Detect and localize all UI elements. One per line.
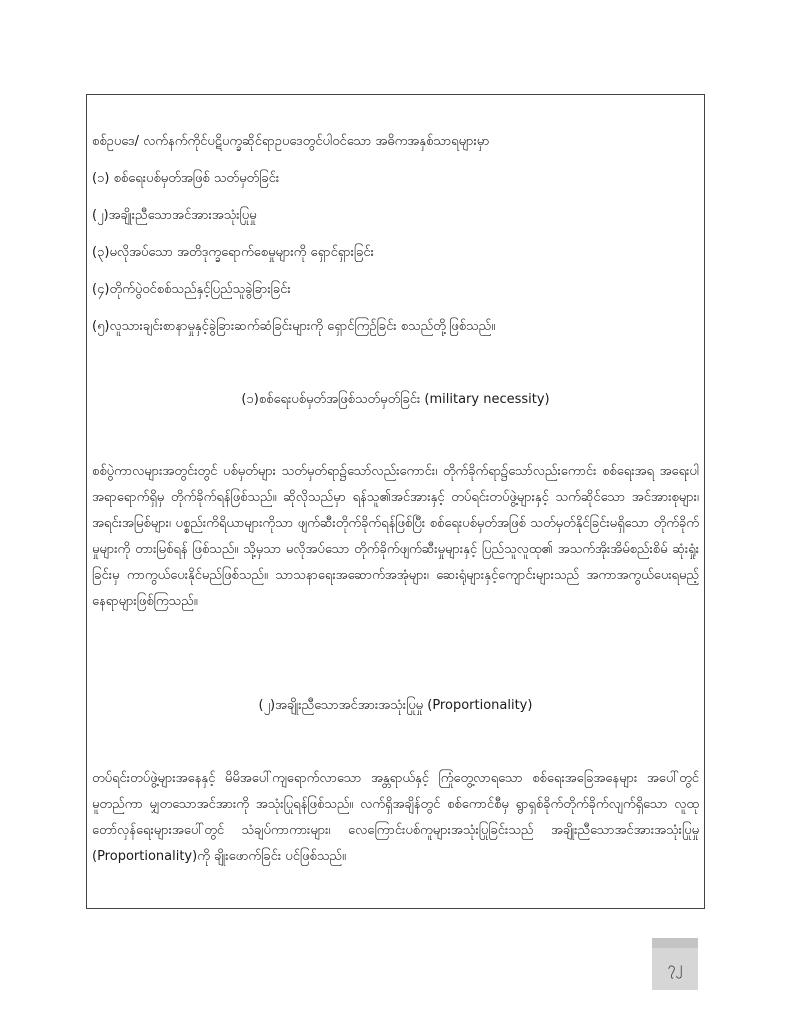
page-number: ၇၂ <box>667 960 683 976</box>
section-paragraph: စစ်ပွဲကာလများအတွင်းတွင် ပစ်မှတ်များ သတ်မှတ်ရာ၌သော်လည်းကောင်း၊ တိုက်ခိုက်ရာ၌သော်လည်းကောင်း စစ်ရေးအရ အရေးပါအရာရောက်ရှိမှ တိုက်ခိုက်ရန်ဖြစ်သည်။ ဆိုလိုသည်မှာ ရန်သူ၏အင်အားနှင့် တပ်ရင်းတပ်ဖွဲ့များနှင့် သက်ဆိုင်သော အင်အားစုများ၊ အရင်းအမြစ်များ၊ ပစ္စည်းကိရိယာများကိုသာ ဖျက်ဆီးတိုက်ခိုက်ရန်ဖြစ်ပြီး စစ်ရေးပစ်မှတ်အဖြစ် သတ်မှတ်နိုင်ခြင်းမရှိသော တိုက်ခိုက်မှုများကို တားမြစ်ရန် ဖြစ်သည်။ သို့မှသာ မလိုအပ်သော တိုက်ခိုက်ဖျက်ဆီးမှုများနှင့် ပြည်သူလူထု၏ အသက်အိုးအိမ်စည်းစိမ် ဆုံးရှုံးခြင်းမှ ကာကွယ်ပေးနိုင်မည်ဖြစ်သည်။ သာသနာရေးအဆောက်အအုံများ၊ ဆေးရုံများနှင့်ကျောင်းများသည် အကာအကွယ်ပေးရမည့်နေရာများဖြစ်ကြသည်။ <box>92 464 699 609</box>
intro-text: စစ်ဥပဒေ/ လက်နက်ကိုင်ပဋိပက္ခဆိုင်ရာဥပဒေတွင်ပါဝင်သော အဓိကအနှစ်သာရများမှာ <box>92 134 490 149</box>
page-number-tab <box>652 938 698 990</box>
list-item: (၅)လူသားချင်းစာနာမှုနှင့်ခွဲခြားဆက်ဆံခြင်းများကို ရှောင်ကြဉ်ခြင်း စသည်တို့ဖြစ်သည်။ <box>92 319 496 334</box>
list-item: (၄)တိုက်ပွဲဝင်စစ်သည်နှင့်ပြည်သူခွဲခြားခြင်း <box>92 282 291 297</box>
list-item: (၁) စစ်ရေးပစ်မှတ်အဖြစ် သတ်မှတ်ခြင်း <box>92 171 280 186</box>
content-frame <box>86 94 705 909</box>
list-item: (၃)မလိုအပ်သော အတိဒုက္ခရောက်စေမှုများကို ရှောင်ရှားခြင်း <box>92 245 374 260</box>
section-heading: (၁)စစ်ရေးပစ်မှတ်အဖြစ်သတ်မှတ်ခြင်း (military necessity) <box>241 392 550 407</box>
section-paragraph: တပ်ရင်းတပ်ဖွဲ့များအနေနှင့် မိမိအပေါ်ကျရောက်လာသော အန္တရာယ်နှင့် ကြုံတွေ့လာရသော စစ်ရေးအခြေအနေများ အပေါ်တွင်မူတည်ကာ မျှတသောအင်အားကို အသုံးပြုရန်ဖြစ်သည်။ လက်ရှိအချိန်တွင် စစ်ကောင်စီမှ ရွာရှစ်ခိုက်တိုက်ခိုက်လျက်ရှိသော လူထုတော်လှန်ရေးများအပေါ်တွင် သံချပ်ကာကားများ၊ လေကြောင်းပစ်ကူများအသုံးပြုခြင်းသည် အချိုးညီသောအင်အားအသုံးပြုမှု (Proportionality)ကို ချိုးဖောက်ခြင်း ပင်ဖြစ်သည်။ <box>92 771 699 864</box>
list-item: (၂)အချိုးညီသောအင်အားအသုံးပြုမှု <box>92 208 257 223</box>
section-heading: (၂)အချိုးညီသောအင်အားအသုံးပြုမှု (Proportionality) <box>258 698 533 713</box>
